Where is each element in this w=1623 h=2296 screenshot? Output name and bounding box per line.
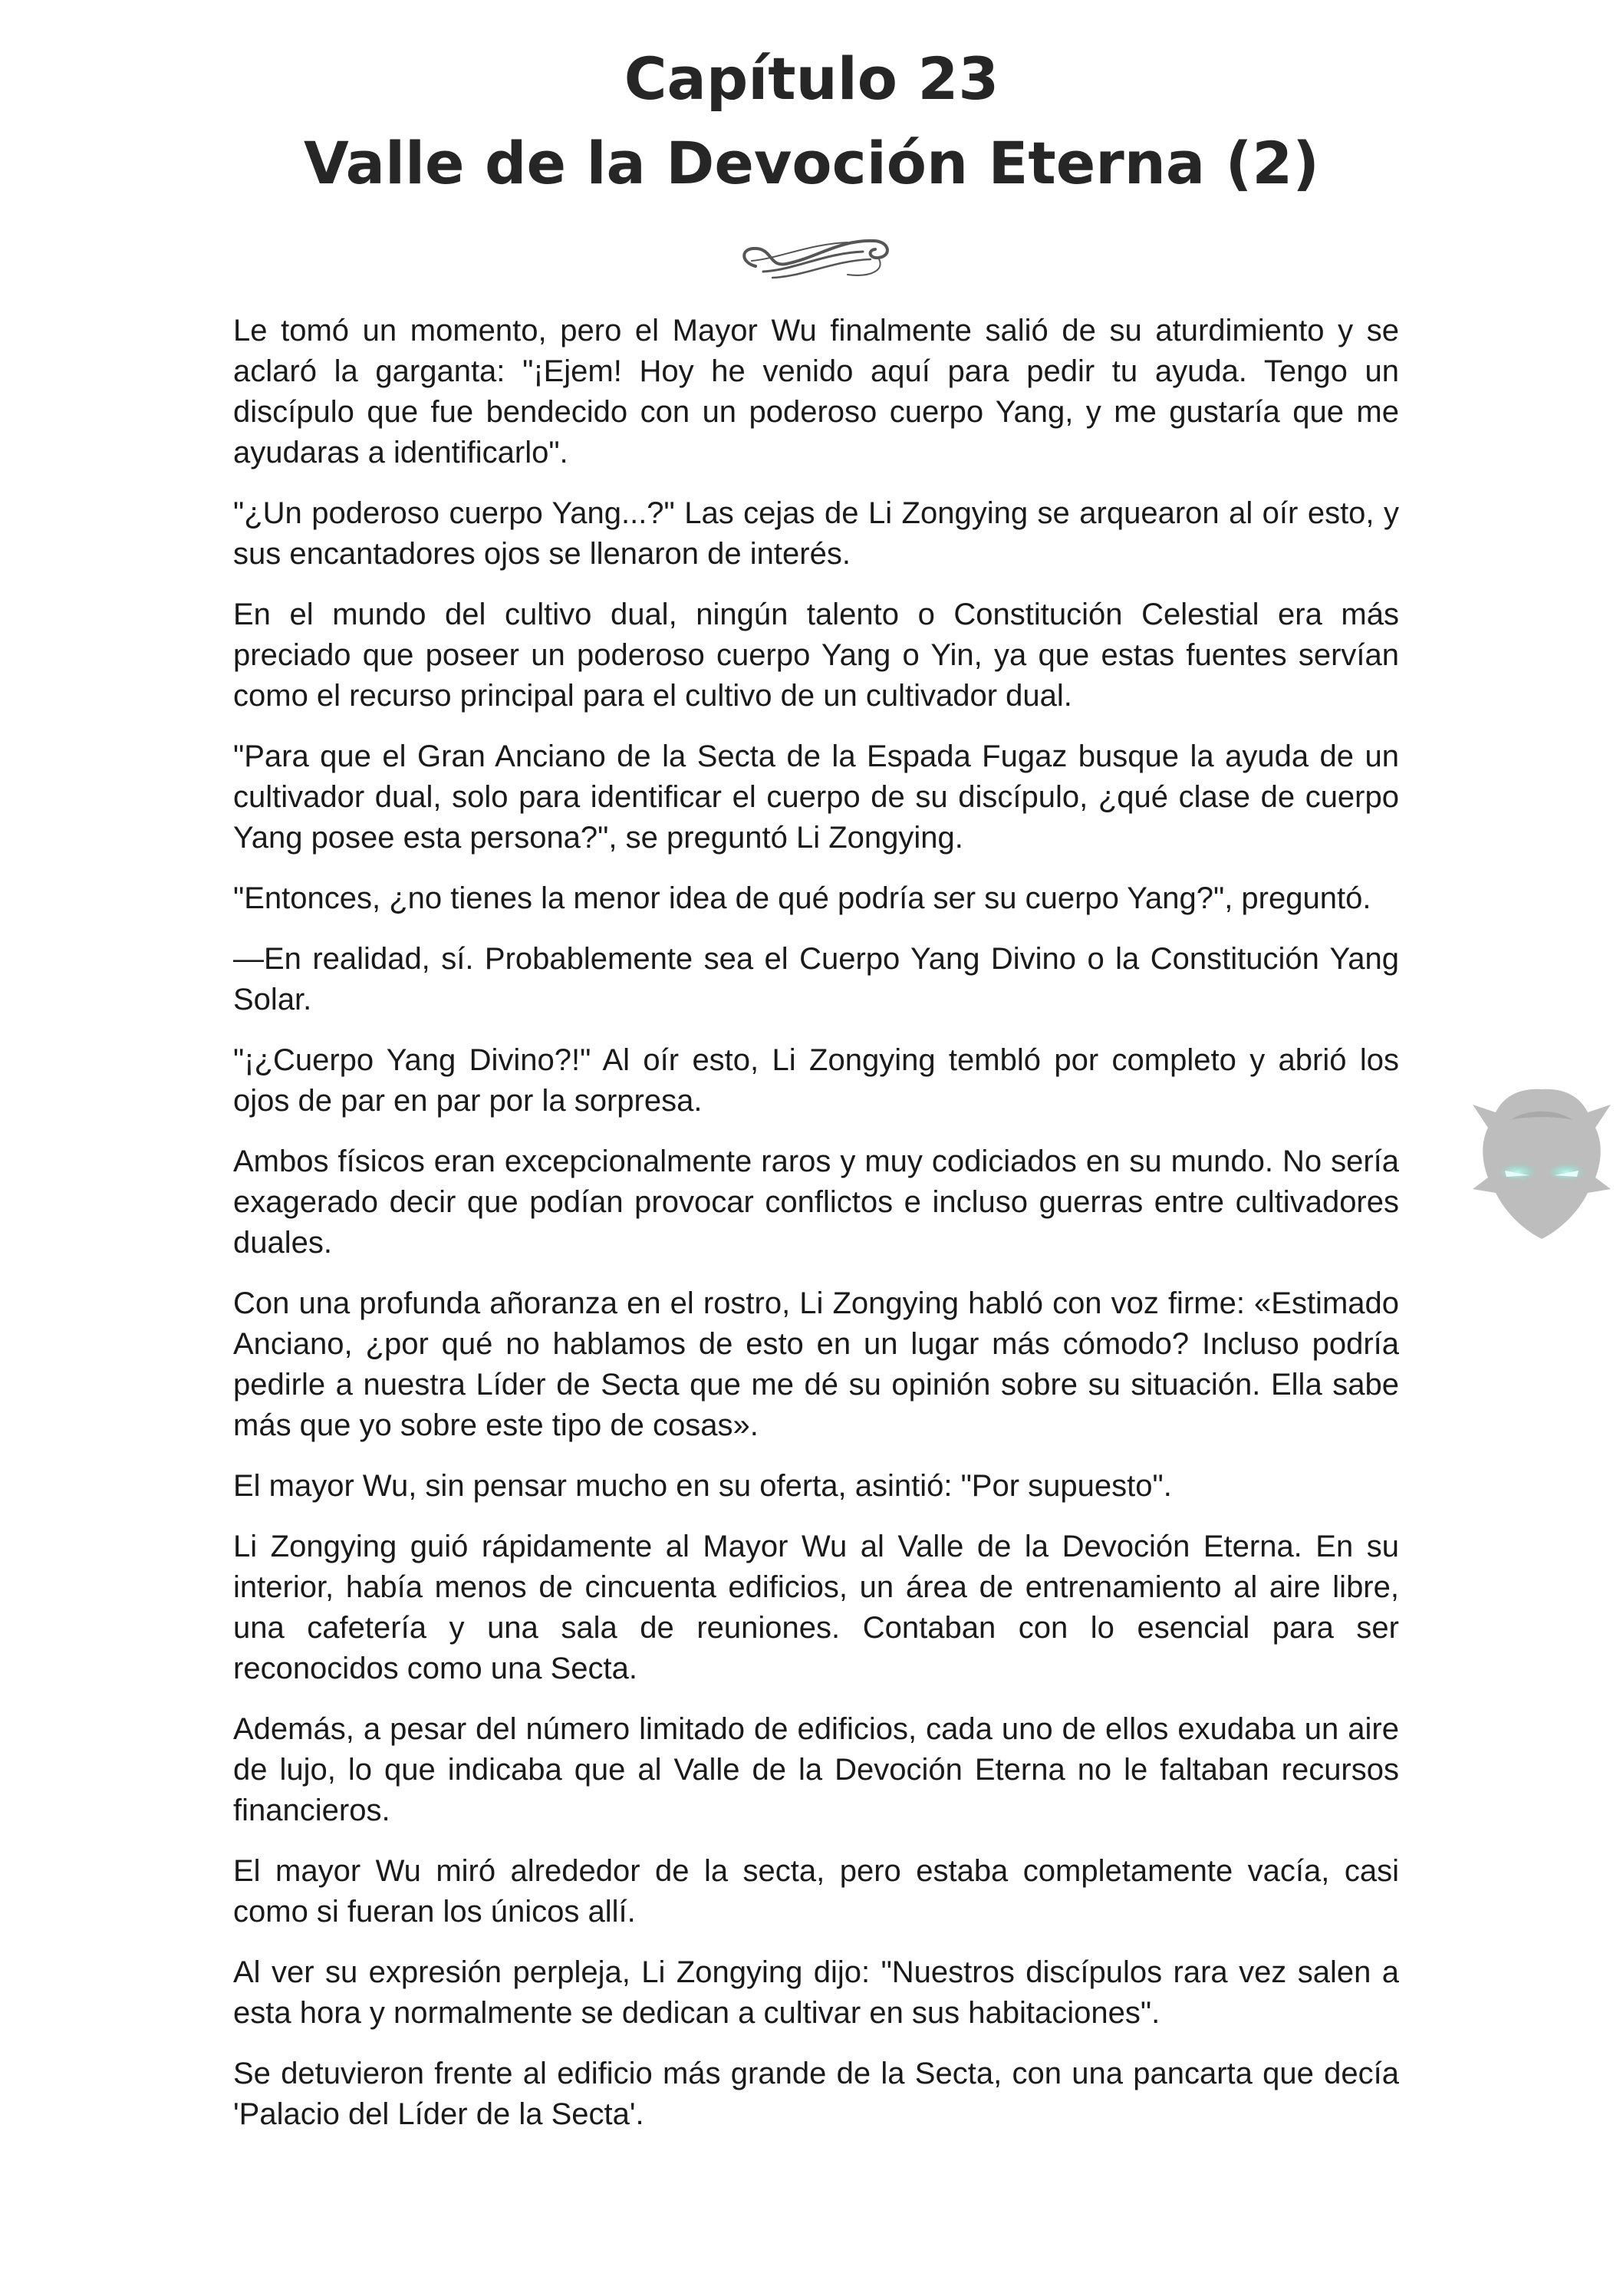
chapter-body [233,311,1399,2155]
paragraph: —En realidad, sí. Probablemente sea el Cuerpo Yang Divino o la Constitución Yang Solar. [233,942,1399,1016]
paragraph: Al ver su expresión perpleja, Li Zongying dijo: "Nuestros discípulos rara vez salen a esta hora y normalmente se dedican a cultivar en sus habitaciones". [233,1955,1399,2030]
paragraph: Li Zongying guió rápidamente al Mayor Wu al Valle de la Devoción Eterna. En su interior, había menos de cincuenta edificios, un área de entrenamiento al aire libre, una cafetería y una sala de reuniones. Contaban con lo esencial para ser reconocidos como una Secta. [233,1530,1399,1685]
paragraph: El mayor Wu, sin pensar mucho en su oferta, asintió: "Por supuesto". [233,1469,1172,1503]
chapter-number: Capítulo 23 [624,44,999,113]
paragraph: El mayor Wu miró alrededor de la secta, pero estaba completamente vacía, casi como si fueran los únicos allí. [233,1854,1399,1929]
paragraph: "Para que el Gran Anciano de la Secta de la Espada Fugaz busque la ayuda de un cultivador dual, solo para identificar el cuerpo de su discípulo, ¿qué clase de cuerpo Yang posee esta persona?", se preguntó Li Zongying. [233,740,1399,855]
paragraph: Además, a pesar del número limitado de edificios, cada uno de ellos exudaba un aire de lujo, lo que indicaba que al Valle de la Devoción Eterna no le faltaban recursos financieros. [233,1712,1399,1827]
paragraph: "Entonces, ¿no tienes la menor idea de qué podría ser su cuerpo Yang?", preguntó. [233,881,1371,915]
chapter-title: Valle de la Devoción Eterna (2) [304,129,1319,197]
paragraph: Se detuvieron frente al edificio más grande de la Secta, con una pancarta que decía 'Palacio del Líder de la Secta'. [233,2057,1399,2131]
paragraph: "¡¿Cuerpo Yang Divino?!" Al oír esto, Li Zongying tembló por completo y abrió los ojos de par en par por la sorpresa. [233,1043,1399,1118]
paragraph: "¿Un poderoso cuerpo Yang...?" Las cejas de Li Zongying se arquearon al oír esto, y sus encantadores ojos se llenaron de interés. [233,496,1399,571]
demon-head-watermark-icon [1465,1074,1618,1250]
paragraph: Ambos físicos eran excepcionalmente raros y muy codiciados en su mundo. No sería exagerado decir que podían provocar conflictos e incluso guerras entre cultivadores duales. [233,1145,1399,1260]
paragraph: Le tomó un momento, pero el Mayor Wu finalmente salió de su aturdimiento y se aclaró la garganta: "¡Ejem! Hoy he venido aquí para pedir tu ayuda. Tengo un discípulo que fue bendecido con un poderoso cuerpo Yang, y me gustaría que me ayudaras a identificarlo". [233,314,1399,469]
paragraph: Con una profunda añoranza en el rostro, Li Zongying habló con voz firme: «Estimado Anciano, ¿por qué no hablamos de esto en un lugar más cómodo? Incluso podría pedirle a nuestra Líder de Secta que me dé su opinión sobre su situación. Ella sabe más que yo sobre este tipo de cosas». [233,1286,1399,1442]
chapter-heading [0,37,1623,206]
flourish-ornament-icon [732,224,897,293]
paragraph: En el mundo del cultivo dual, ningún talento o Constitución Celestial era más preciado que poseer un poderoso cuerpo Yang o Yin, ya que estas fuentes servían como el recurso principal para el cultivo de un cultivador dual. [233,598,1399,713]
